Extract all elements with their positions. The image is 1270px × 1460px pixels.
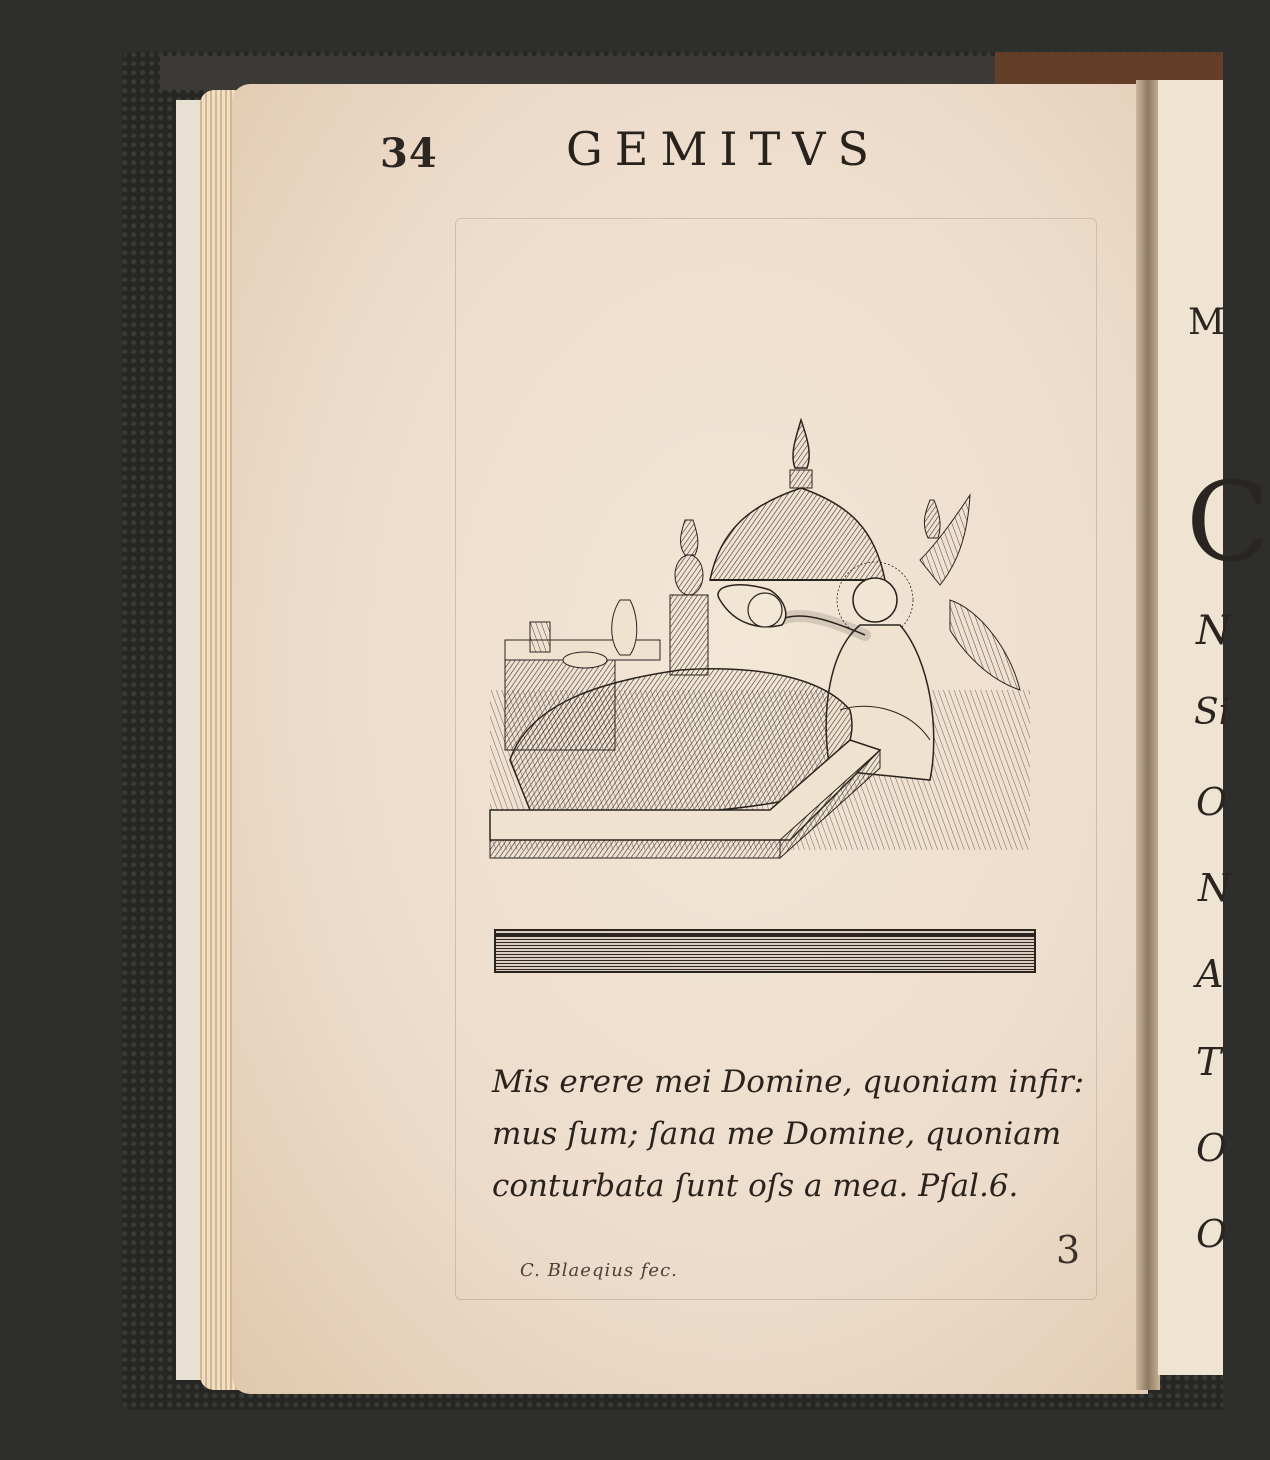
plate-caption [492, 1056, 1085, 1212]
facing-letter: C [1186, 458, 1270, 586]
facing-letter: A [1196, 952, 1224, 996]
facing-letter: Si [1194, 692, 1231, 733]
facing-letter: O [1196, 1126, 1228, 1170]
caption-line: conturbata ſunt oſs a mea. Pſal.6. [492, 1168, 1019, 1204]
plate-number: 3 [1056, 1228, 1081, 1272]
caption-line: mus ſum; ſana me Domine, quoniam [492, 1116, 1062, 1152]
engraving-illustration [490, 410, 1050, 990]
gutter [1136, 80, 1160, 1390]
facing-letter: M [1188, 302, 1225, 343]
engraver-signature: C. Blaeqius fec. [520, 1260, 678, 1281]
running-header: GEMITVS [566, 122, 882, 176]
facing-letter: O [1196, 1212, 1228, 1256]
facing-letter: T [1196, 1040, 1222, 1084]
caption-line: Mis erere mei Domine, quoniam infir: [492, 1064, 1085, 1100]
facing-letter: O [1196, 780, 1228, 824]
facing-letter: N [1196, 608, 1231, 654]
facing-page [1158, 80, 1270, 1375]
facing-letter: N [1198, 866, 1232, 910]
page-number: 34 [380, 130, 438, 177]
